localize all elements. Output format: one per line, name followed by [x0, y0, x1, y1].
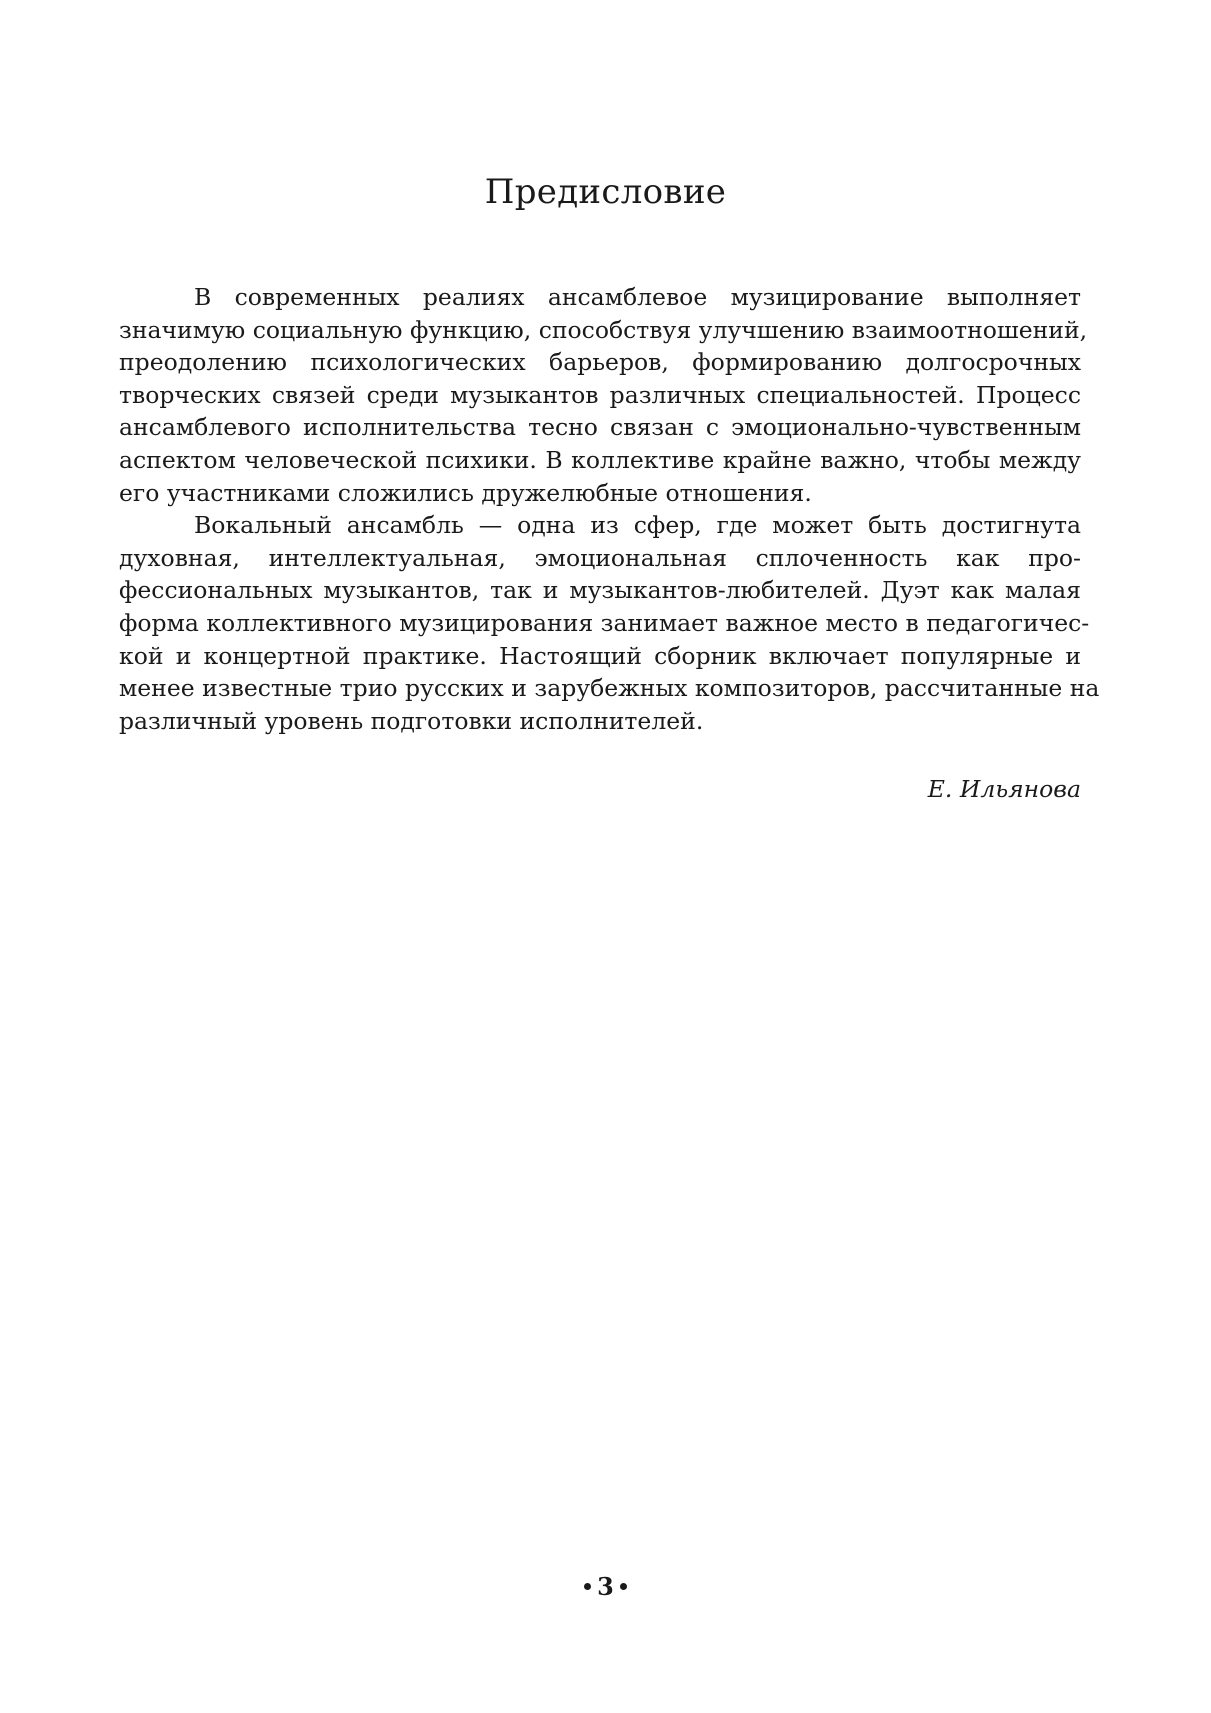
text-line: духовная, интеллектуальная, эмоциональная сплоченность как про-: [119, 543, 1081, 572]
text-line: творческих связей среди музыкантов различных специальностей. Процесс: [119, 380, 1081, 409]
text-line: В современных реалиях ансамблевое музицирование выполняет: [194, 283, 1081, 311]
text-line: кой и концертной практике. Настоящий сборник включает популярные и: [119, 641, 1081, 670]
text-line: фессиональных музыкантов, так и музыкантов-любителей. Дуэт как малая: [119, 576, 1081, 605]
preface-body: [119, 281, 1100, 737]
text-line: менее известные трио русских и зарубежных композиторов, рассчитанные на: [119, 674, 1100, 703]
bullet-dot-icon: [620, 1583, 627, 1590]
text-line: значимую социальную функцию, способствуя улучшению взаимоотношений,: [119, 315, 1088, 344]
bullet-dot-icon: [584, 1583, 591, 1590]
page-title: Предисловие: [484, 172, 727, 212]
page-number: [0, 1572, 1211, 1601]
text-line: Вокальный ансамбль — одна из сфер, где может быть достигнута: [194, 511, 1081, 540]
paragraph-1: [119, 281, 1088, 509]
text-line: форма коллективного музицирования занимает важное место в педагогичес-: [119, 608, 1090, 637]
page-number-value: 3: [597, 1572, 614, 1601]
text-line: различный уровень подготовки исполнителей.: [119, 706, 704, 735]
text-line: аспектом человеческой психики. В коллективе крайне важно, чтобы между: [119, 445, 1081, 474]
text-line: преодолению психологических барьеров, формированию долгосрочных: [119, 348, 1081, 377]
author-signature: Е. Ильянова: [927, 775, 1081, 803]
text-line: его участниками сложились дружелюбные отношения.: [119, 478, 812, 507]
text-line: ансамблевого исполнительства тесно связан с эмоционально-чувственным: [119, 413, 1081, 442]
paragraph-2: [119, 509, 1100, 737]
